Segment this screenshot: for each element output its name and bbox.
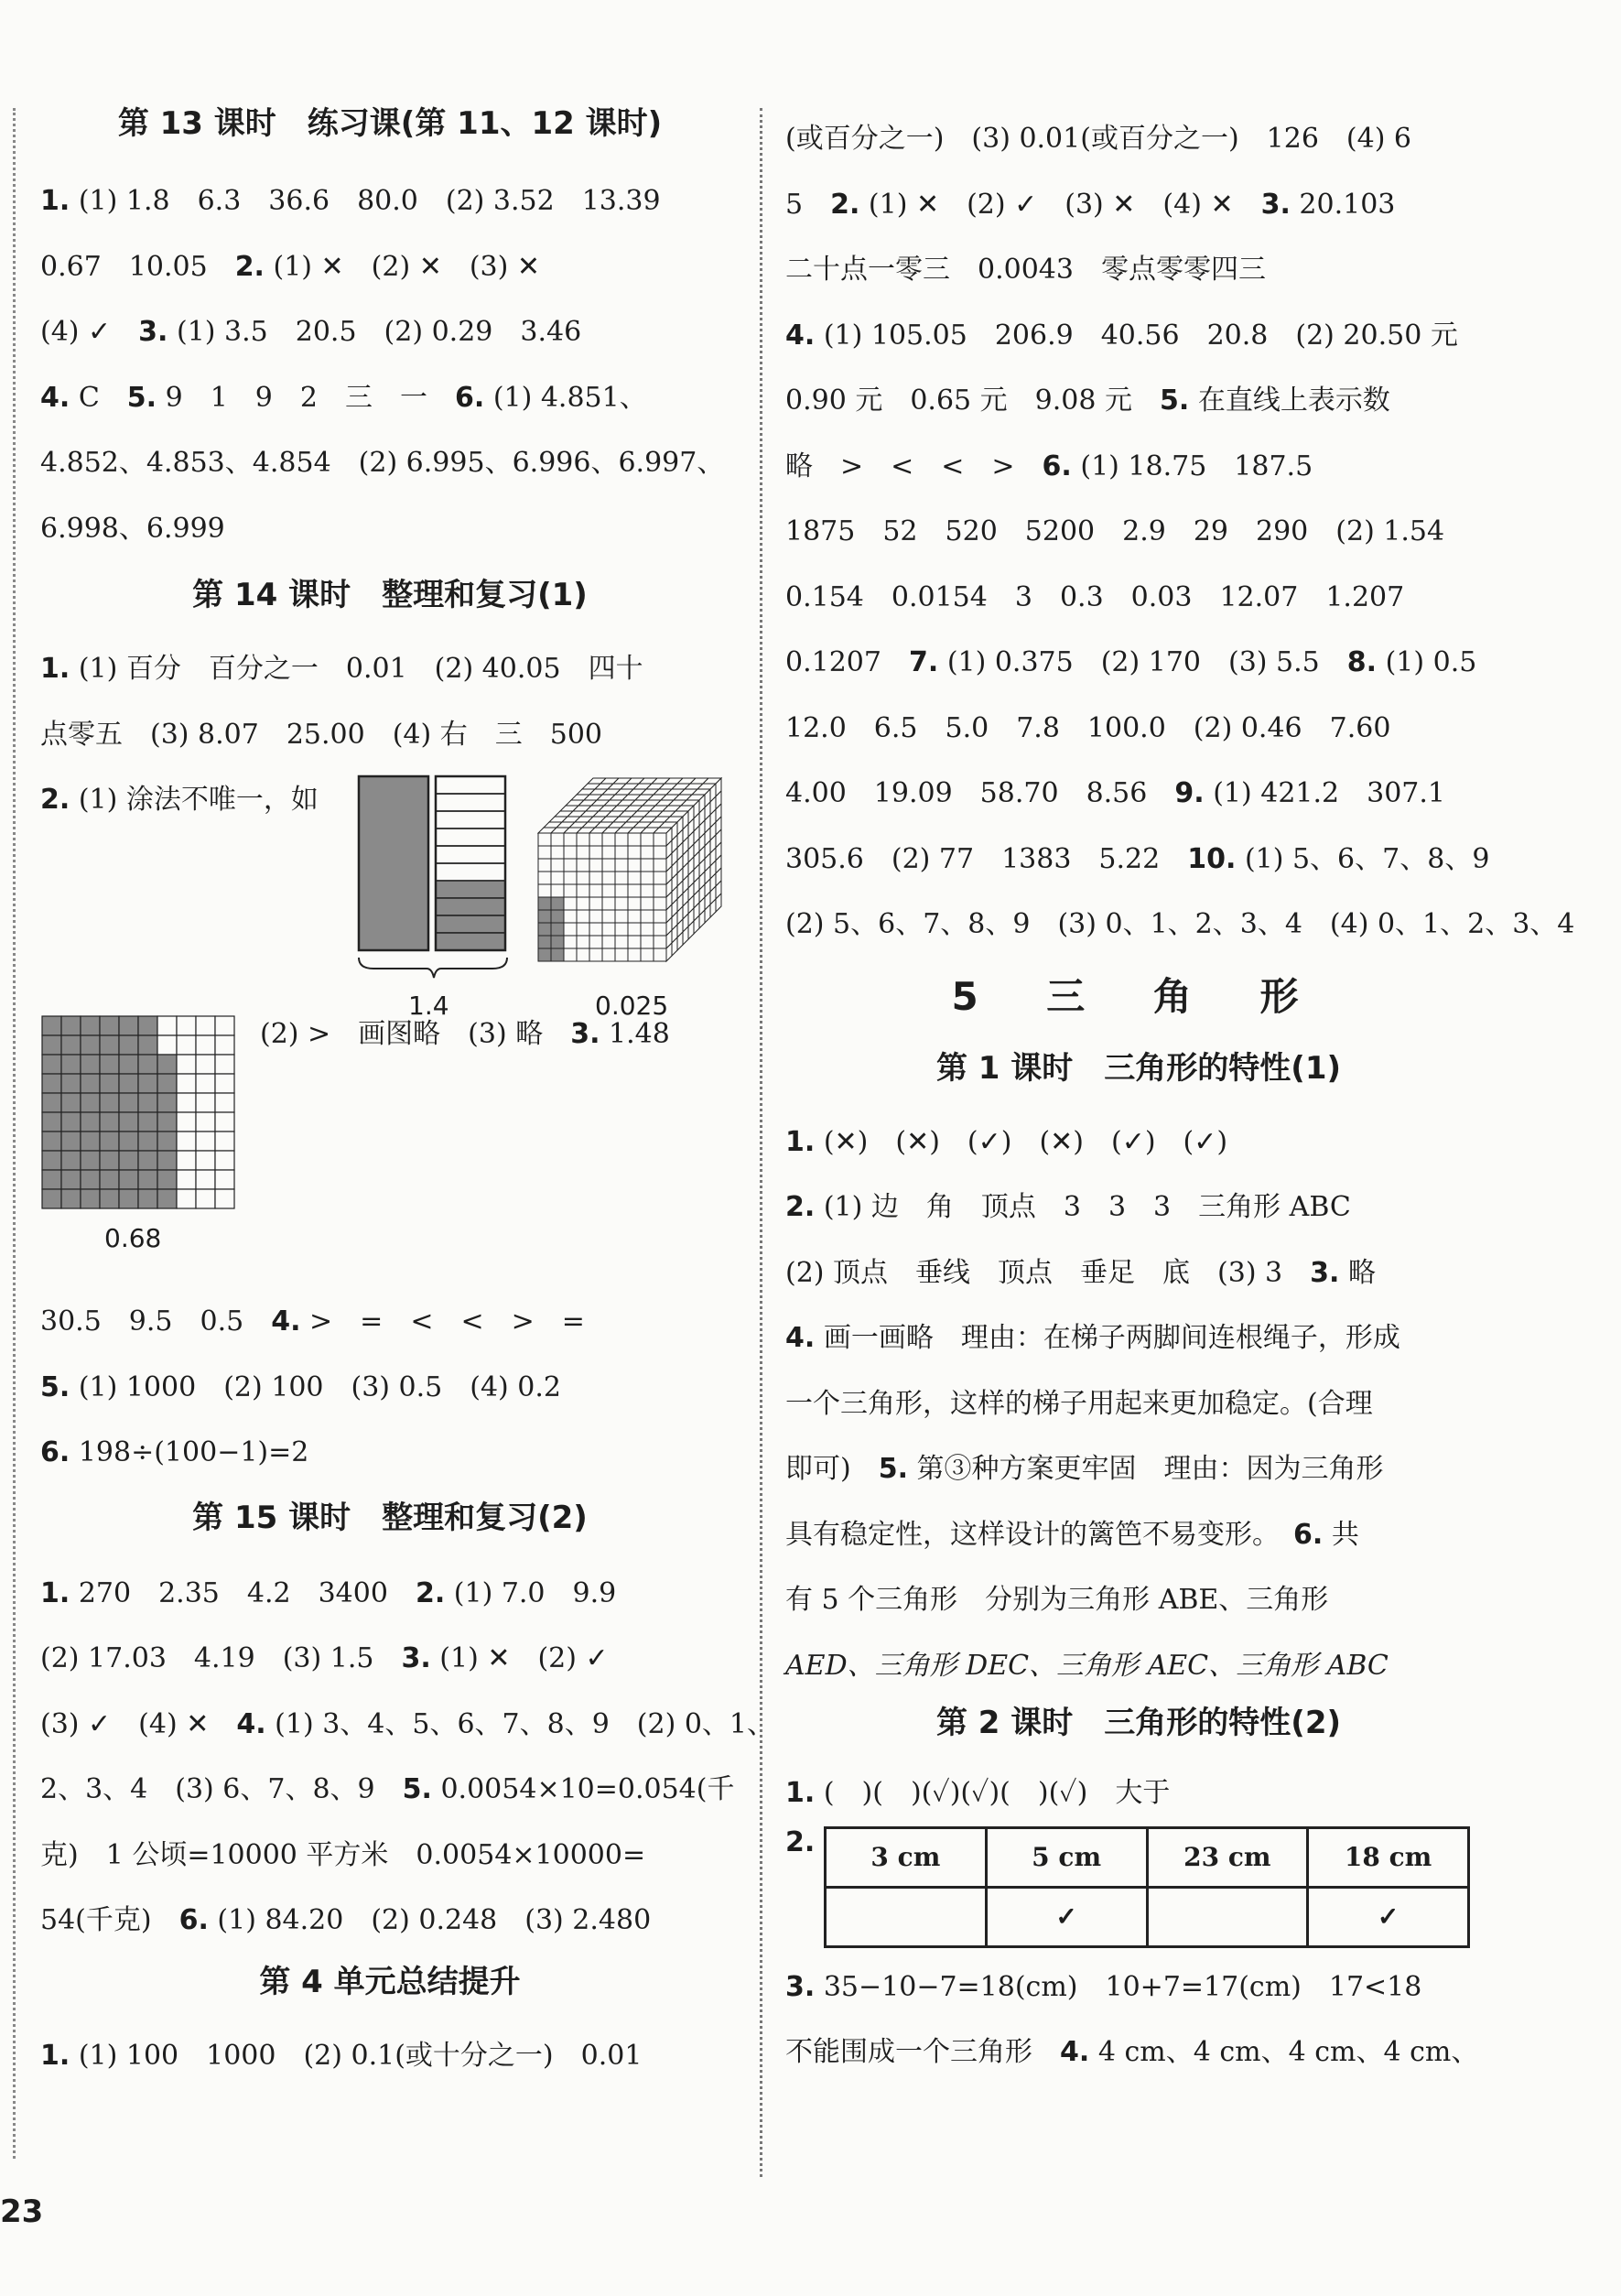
answer-line: 3. 35−10−7=18(cm) 10+7=17(cm) 17<18 <box>785 1970 1422 2003</box>
answer-line: 30.5 9.5 0.5 4. > = < < > = <box>40 1305 585 1338</box>
answer-line: 不能围成一个三角形 4. 4 cm、4 cm、4 cm、4 cm、 <box>785 2036 1479 2068</box>
answer-line: 0.1207 7. (1) 0.375 (2) 170 (3) 5.5 8. (1) 0.5 <box>785 646 1477 678</box>
answer-line: 4.852、4.853、4.854 (2) 6.995、6.996、6.997、 <box>40 447 725 479</box>
figure-row-2 <box>40 1014 740 1289</box>
answer-line: 1. (1) 百分 百分之一 0.01 (2) 40.05 四十 <box>40 653 643 685</box>
answer-line: (或百分之一) (3) 0.01(或百分之一) 126 (4) 6 <box>785 123 1412 155</box>
q2-table-block <box>785 1826 1492 1955</box>
answer-line: 12.0 6.5 5.0 7.8 100.0 (2) 0.46 7.60 <box>785 711 1391 744</box>
page-number: 23 <box>0 2193 44 2230</box>
left-margin-rule <box>13 108 16 2159</box>
lesson-1-heading: 第 1 课时 三角形的特性(1) <box>935 1049 1342 1087</box>
triangle-sides-table <box>824 1826 1470 1948</box>
answer-line: AED、三角形 DEC、三角形 AEC、三角形 ABC <box>785 1649 1389 1682</box>
decimal-1-4-figure <box>355 774 520 985</box>
decimal-0-025-cube <box>535 774 736 985</box>
figure-label-1-4: 1.4 <box>408 991 449 1021</box>
table-header-cell: 5 cm <box>986 1827 1147 1887</box>
answer-line: 6. 198÷(100−1)=2 <box>40 1436 309 1468</box>
answer-line: (2) > 画图略 (3) 略 3. 1.48 <box>260 1018 670 1050</box>
answer-line: 有 5 个三角形 分别为三角形 ABE、三角形 <box>785 1584 1329 1616</box>
answer-line: 0.90 元 0.65 元 9.08 元 5. 在直线上表示数 <box>785 384 1390 417</box>
answer-line: (4) ✓ 3. (1) 3.5 20.5 (2) 0.29 3.46 <box>40 316 582 348</box>
figure-label-0-68: 0.68 <box>104 1223 162 1253</box>
answer-line: 1. (1) 100 1000 (2) 0.1(或十分之一) 0.01 <box>40 2039 643 2072</box>
answer-line: 0.67 10.05 2. (1) ✕ (2) ✕ (3) ✕ <box>40 250 541 283</box>
answer-line: 305.6 (2) 77 1383 5.22 10. (1) 5、6、7、8、9 <box>785 842 1490 875</box>
answer-line: (2) 5、6、7、8、9 (3) 0、1、2、3、4 (4) 0、1、2、3、4 <box>785 908 1575 940</box>
lesson-13-heading: 第 13 课时 练习课(第 11、12 课时) <box>117 105 663 142</box>
answer-line: 4. (1) 105.05 206.9 40.56 20.8 (2) 20.50 元 <box>785 319 1458 352</box>
answer-line: 5. (1) 1000 (2) 100 (3) 0.5 (4) 0.2 <box>40 1370 561 1403</box>
lesson-15-heading: 第 15 课时 整理和复习(2) <box>192 1499 588 1536</box>
answer-line: (2) 17.03 4.19 (3) 1.5 3. (1) ✕ (2) ✓ <box>40 1642 609 1674</box>
table-header-cell: 3 cm <box>826 1827 987 1887</box>
answer-line: 1. (1) 1.8 6.3 36.6 80.0 (2) 3.52 13.39 <box>40 185 661 217</box>
table-cell <box>1147 1887 1308 1946</box>
answer-line: 0.154 0.0154 3 0.3 0.03 12.07 1.207 <box>785 580 1405 613</box>
answer-line: 54(千克) 6. (1) 84.20 (2) 0.248 (3) 2.480 <box>40 1904 652 1936</box>
unit-5-heading: 5 三 角 形 <box>951 973 1326 1019</box>
answer-line: 2. (1) 边 角 顶点 3 3 3 三角形 ABC <box>785 1191 1351 1223</box>
column-divider <box>760 108 762 2177</box>
table-header-cell: 23 cm <box>1147 1827 1308 1887</box>
answer-line: 1875 52 520 5200 2.9 29 290 (2) 1.54 <box>785 515 1445 547</box>
answer-line: 4.00 19.09 58.70 8.56 9. (1) 421.2 307.1 <box>785 777 1446 809</box>
right-column <box>785 106 1575 2085</box>
answer-line: 1. ( )( )(✓)(✓)( )(✓) 大于 <box>785 1777 1171 1809</box>
lesson-14-heading: 第 14 课时 整理和复习(1) <box>192 577 588 613</box>
decimal-0-68-grid <box>40 1014 236 1210</box>
answer-line: (2) 顶点 垂线 顶点 垂足 底 (3) 3 3. 略 <box>785 1256 1376 1289</box>
unit-4-summary-heading: 第 4 单元总结提升 <box>259 1963 521 2000</box>
answer-line: 克) 1 公顷=10000 平方米 0.0054×10000= <box>40 1838 646 1871</box>
table-cell <box>826 1887 987 1946</box>
answer-line: 一个三角形，这样的梯子用起来更加稳定。(合理 <box>785 1387 1373 1420</box>
answer-line: (3) ✓ (4) ✕ 4. (1) 3、4、5、6、7、8、9 (2) 0、1、 <box>40 1707 775 1740</box>
left-column <box>40 105 775 2088</box>
q2-number: 2. <box>785 1825 816 1858</box>
figure-label-0-025: 0.025 <box>595 991 669 1021</box>
answer-line: 5 2. (1) ✕ (2) ✓ (3) ✕ (4) ✕ 3. 20.103 <box>785 188 1396 221</box>
answer-line: 点零五 (3) 8.07 25.00 (4) 右 三 500 <box>40 718 603 751</box>
lesson-2-heading: 第 2 课时 三角形的特性(2) <box>935 1705 1342 1741</box>
answer-line: 二十点一零三 0.0043 零点零零四三 <box>785 254 1266 286</box>
answer-line: 1. (✕) (✕) (✓) (✕) (✓) (✓) <box>785 1125 1228 1158</box>
answer-line: 具有稳定性，这样设计的篱笆不易变形。 6. 共 <box>785 1518 1359 1551</box>
answer-line: 4. C 5. 9 1 9 2 三 一 6. (1) 4.851、 <box>40 381 647 414</box>
answer-line: 6.998、6.999 <box>40 512 225 545</box>
answer-line: 2. (1) 涂法不唯一，如 <box>40 784 319 816</box>
answer-line: 略 > < < > 6. (1) 18.75 187.5 <box>785 449 1313 482</box>
answer-line: 1. 270 2.35 4.2 3400 2. (1) 7.0 9.9 <box>40 1576 617 1609</box>
table-cell: ✓ <box>986 1887 1147 1946</box>
table-header-cell: 18 cm <box>1308 1827 1469 1887</box>
figure-row-1 <box>40 767 740 1021</box>
answer-line: 即可) 5. 第③种方案更牢固 理由：因为三角形 <box>785 1453 1384 1485</box>
answer-line: 4. 画一画略 理由：在梯子两脚间连根绳子，形成 <box>785 1322 1400 1354</box>
table-cell: ✓ <box>1308 1887 1469 1946</box>
answer-line: 2、3、4 (3) 6、7、8、9 5. 0.0054×10=0.054(千 <box>40 1773 735 1805</box>
